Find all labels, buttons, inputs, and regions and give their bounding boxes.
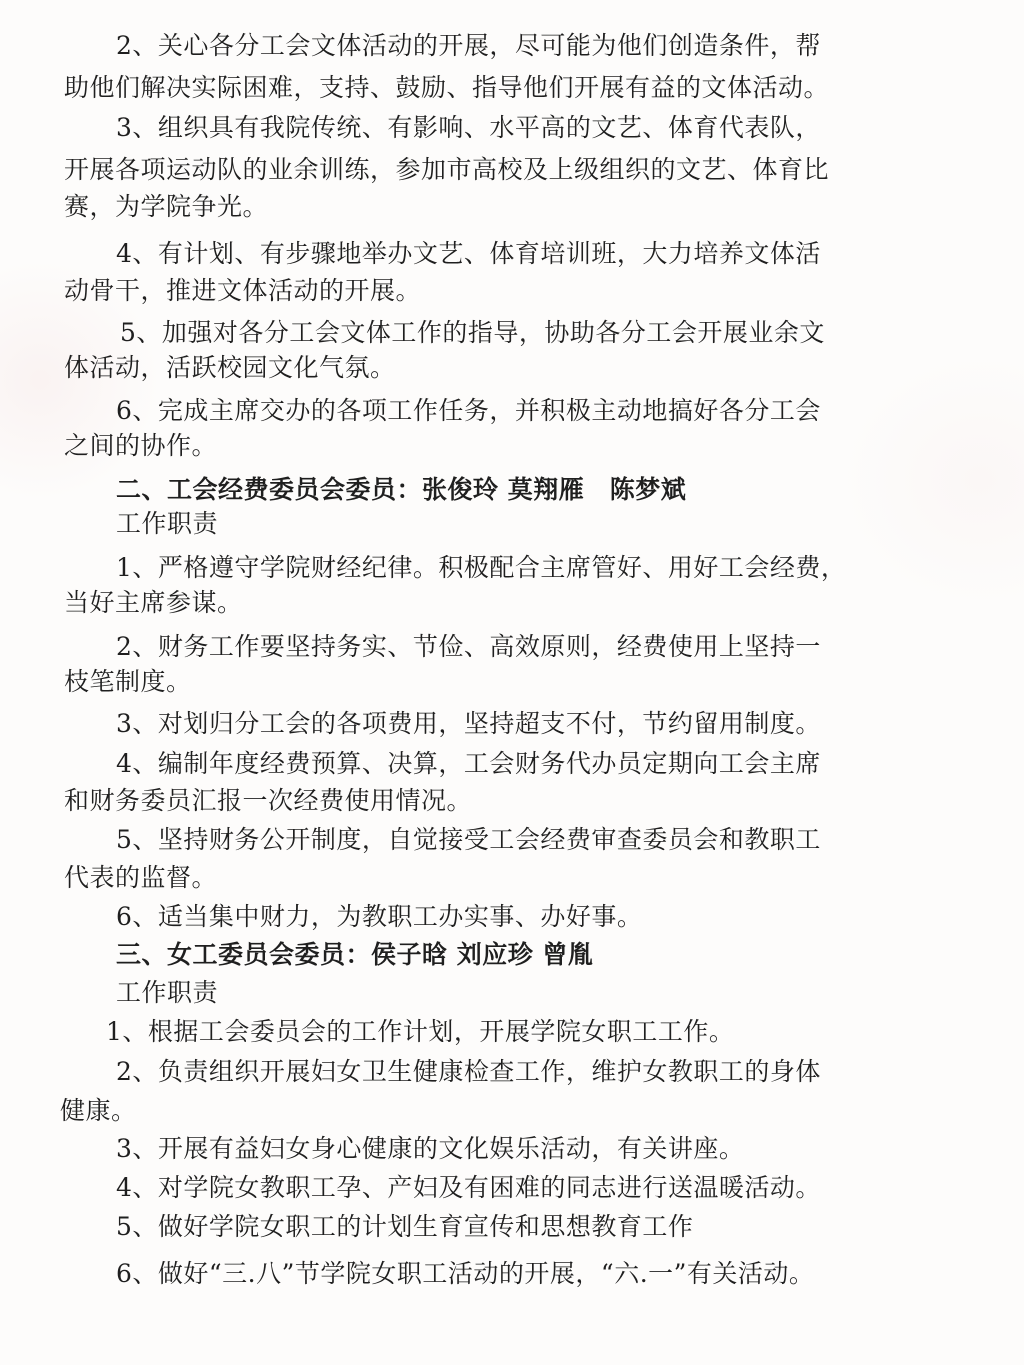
text-line: 4、有计划、有步骤地举办文艺、体育培训班，大力培养文体活 (116, 239, 821, 268)
text-line: 动骨干，推进文体活动的开展。 (64, 276, 422, 305)
text-line: 枝笔制度。 (64, 667, 192, 696)
text-line: 助他们解决实际困难，支持、鼓励、指导他们开展有益的文体活动。 (64, 73, 830, 102)
text-line: 2、关心各分工会文体活动的开展，尽可能为他们创造条件，帮 (116, 31, 821, 60)
text-line: 开展各项运动队的业余训练，参加市高校及上级组织的文艺、体育比 (64, 155, 830, 184)
text-line: 3、开展有益妇女身心健康的文化娱乐活动，有关讲座。 (116, 1134, 745, 1163)
text-line: 1、根据工会委员会的工作计划，开展学院女职工工作。 (106, 1017, 735, 1046)
subheading: 工作职责 (116, 509, 219, 538)
text-line: 健康。 (60, 1096, 137, 1125)
subheading: 工作职责 (116, 978, 219, 1007)
text-line: 6、适当集中财力，为教职工办实事、办好事。 (116, 902, 643, 931)
text-line: 体活动，活跃校园文化气氛。 (64, 353, 396, 382)
text-line: 和财务委员汇报一次经费使用情况。 (64, 786, 473, 815)
text-line: 5、坚持财务公开制度，自觉接受工会经费审查委员会和教职工 (116, 825, 821, 854)
text-line: 代表的监督。 (64, 863, 218, 892)
text-line: 6、做好“三.八”节学院女职工活动的开展，“六.一”有关活动。 (116, 1259, 815, 1288)
text-line: 2、负责组织开展妇女卫生健康检查工作，维护女教职工的身体 (116, 1057, 821, 1086)
text-line: 1、严格遵守学院财经纪律。积极配合主席管好、用好工会经费， (116, 553, 847, 582)
section-heading: 二、工会经费委员会委员：张俊玲 莫翔雁 陈梦斌 (116, 475, 687, 504)
text-line: 2、财务工作要坚持务实、节俭、高效原则，经费使用上坚持一 (116, 632, 821, 661)
text-line: 3、组织具有我院传统、有影响、水平高的文艺、体育代表队， (116, 113, 821, 142)
text-line: 赛，为学院争光。 (64, 192, 269, 221)
text-line: 4、编制年度经费预算、决算，工会财务代办员定期向工会主席 (116, 749, 821, 778)
text-line: 6、完成主席交办的各项工作任务，并积极主动地搞好各分工会 (116, 396, 821, 425)
text-line: 5、加强对各分工会文体工作的指导，协助各分工会开展业余文 (120, 318, 825, 347)
text-line: 当好主席参谋。 (64, 588, 243, 617)
text-line: 4、对学院女教职工孕、产妇及有困难的同志进行送温暖活动。 (116, 1173, 821, 1202)
text-line: 5、做好学院女职工的计划生育宣传和思想教育工作 (116, 1212, 694, 1241)
text-line: 之间的协作。 (64, 431, 218, 460)
text-line: 3、对划归分工会的各项费用，坚持超支不付，节约留用制度。 (116, 709, 821, 738)
section-heading: 三、女工委员会委员：侯子晗 刘应珍 曾胤 (116, 940, 594, 969)
